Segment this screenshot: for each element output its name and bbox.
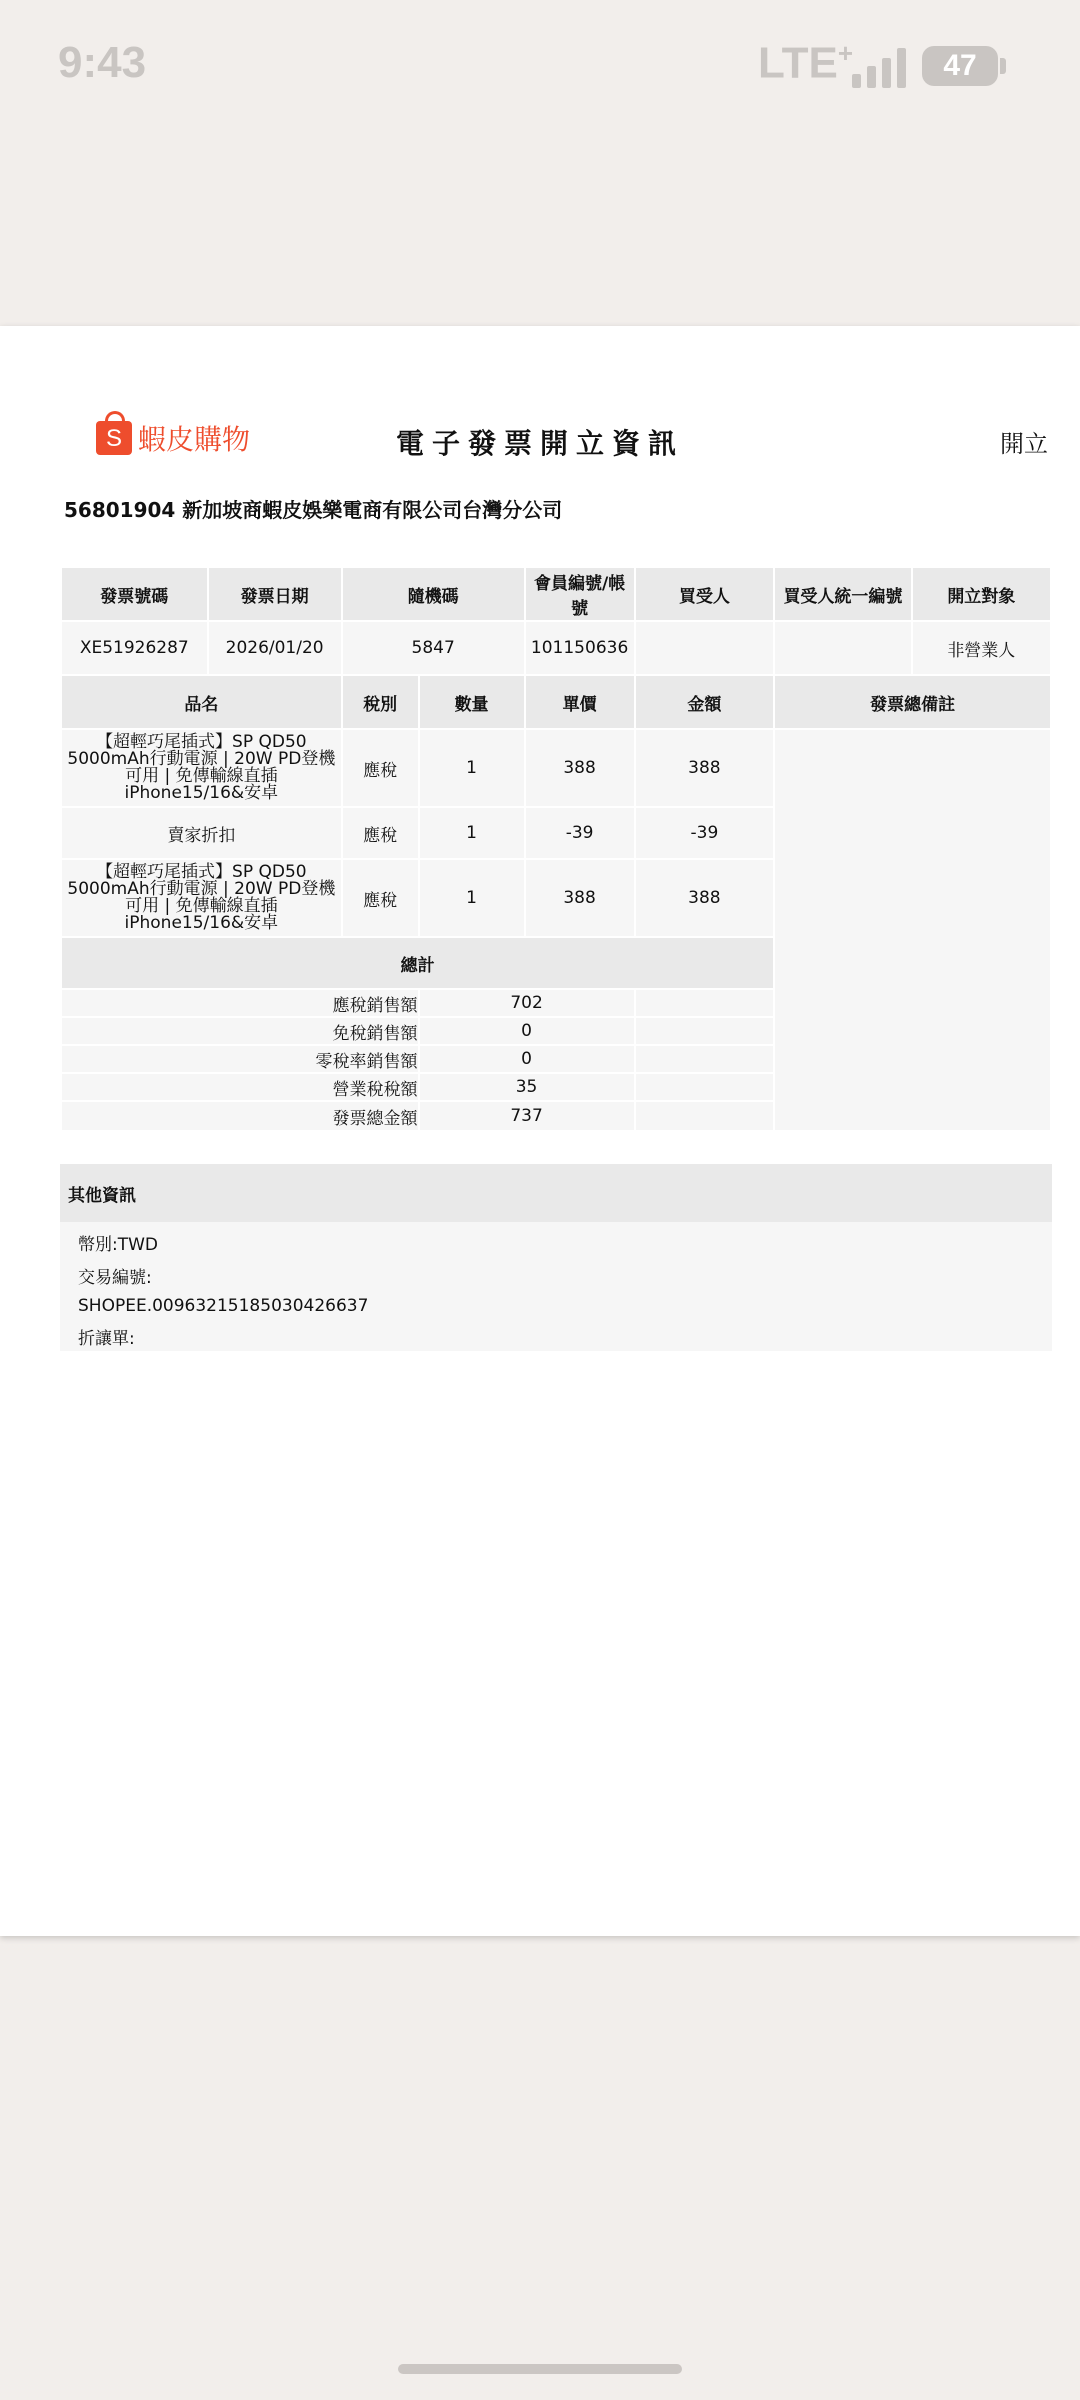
- item-unit-price: -39: [525, 807, 635, 859]
- seller-info: 56801904 新加坡商蝦皮娛樂電商有限公司台灣分公司: [64, 498, 563, 522]
- other-info-table: [60, 1164, 1052, 1351]
- issue-target: 非營業人: [912, 621, 1051, 675]
- header-invoice-remarks: 發票總備註: [774, 675, 1051, 729]
- item-amount: 388: [635, 729, 775, 807]
- buyer: [635, 621, 775, 675]
- header-tax-type: 稅別: [342, 675, 419, 729]
- header-issue-target: 開立對象: [912, 567, 1051, 621]
- header-item-name: 品名: [61, 675, 342, 729]
- total-label: 零稅率銷售額: [61, 1045, 419, 1073]
- invoice-page: [0, 326, 1080, 1936]
- header-member-id: 會員編號/帳號: [525, 567, 635, 621]
- network-type: LTE: [758, 38, 838, 88]
- random-code: 5847: [342, 621, 525, 675]
- header-buyer-tax-id: 買受人統一編號: [774, 567, 911, 621]
- signal-icon: [852, 44, 908, 88]
- invoice-header-row: [61, 567, 1051, 621]
- total-label: 發票總金額: [61, 1101, 419, 1131]
- header-buyer: 買受人: [635, 567, 775, 621]
- status-bar: [0, 0, 1080, 130]
- invoice-values-row: [61, 621, 1051, 675]
- battery-tip: [1000, 58, 1006, 74]
- item-unit-price: 388: [525, 729, 635, 807]
- total-value: 737: [419, 1101, 635, 1131]
- item-amount: 388: [635, 859, 775, 937]
- shopping-bag-icon: S: [96, 421, 132, 455]
- total-label: 應稅銷售額: [61, 989, 419, 1017]
- total-value: 35: [419, 1073, 635, 1101]
- page-title: 電子發票開立資訊: [395, 427, 684, 460]
- home-indicator[interactable]: [398, 2364, 682, 2374]
- total-spacer: [635, 1045, 775, 1073]
- issue-status: 開立: [1000, 430, 1048, 458]
- buyer-tax-id: [774, 621, 911, 675]
- header-quantity: 數量: [419, 675, 525, 729]
- total-label: 營業稅稅額: [61, 1073, 419, 1101]
- total-label: 免稅銷售額: [61, 1017, 419, 1045]
- item-tax-type: 應稅: [342, 729, 419, 807]
- header-amount: 金額: [635, 675, 775, 729]
- total-spacer: [635, 1017, 775, 1045]
- invoice-remarks: [774, 729, 1051, 1131]
- item-quantity: 1: [419, 807, 525, 859]
- item-name: 【超輕巧尾插式】SP QD50 5000mAh行動電源 | 20W PD登機可用 | 免傳輸線直插 iPhone15/16&安卓: [61, 859, 342, 937]
- item-quantity: 1: [419, 729, 525, 807]
- transaction-label: 交易編號:: [60, 1259, 1052, 1292]
- network-indicator: [758, 38, 853, 89]
- item-quantity: 1: [419, 859, 525, 937]
- item-amount: -39: [635, 807, 775, 859]
- header-random-code: 隨機碼: [342, 567, 525, 621]
- item-row: [61, 729, 1051, 807]
- member-id: 101150636: [525, 621, 635, 675]
- header-unit-price: 單價: [525, 675, 635, 729]
- invoice-number: XE51926287: [61, 621, 208, 675]
- battery-icon: 47: [922, 46, 998, 86]
- item-tax-type: 應稅: [342, 807, 419, 859]
- invoice-table: [60, 566, 1052, 1132]
- total-value: 0: [419, 1017, 635, 1045]
- other-info-title: 其他資訊: [60, 1164, 1052, 1222]
- item-name: 【超輕巧尾插式】SP QD50 5000mAh行動電源 | 20W PD登機可用 | 免傳輸線直插 iPhone15/16&安卓: [61, 729, 342, 807]
- header-invoice-number: 發票號碼: [61, 567, 208, 621]
- brand-name: 蝦皮購物: [138, 423, 251, 456]
- total-spacer: [635, 1101, 775, 1131]
- total-value: 702: [419, 989, 635, 1017]
- item-tax-type: 應稅: [342, 859, 419, 937]
- currency-line: 幣別:TWD: [60, 1222, 1052, 1259]
- network-plus: +: [837, 38, 854, 68]
- items-header-row: [61, 675, 1051, 729]
- totals-label: 總計: [61, 937, 774, 989]
- allowance-line: 折讓單:: [60, 1320, 1052, 1351]
- invoice-date: 2026/01/20: [208, 621, 342, 675]
- header-invoice-date: 發票日期: [208, 567, 342, 621]
- item-unit-price: 388: [525, 859, 635, 937]
- transaction-number: SHOPEE.00963215185030426637: [60, 1292, 1052, 1320]
- status-time: 9:43: [58, 38, 147, 87]
- total-value: 0: [419, 1045, 635, 1073]
- total-spacer: [635, 1073, 775, 1101]
- item-name: 賣家折扣: [61, 807, 342, 859]
- total-spacer: [635, 989, 775, 1017]
